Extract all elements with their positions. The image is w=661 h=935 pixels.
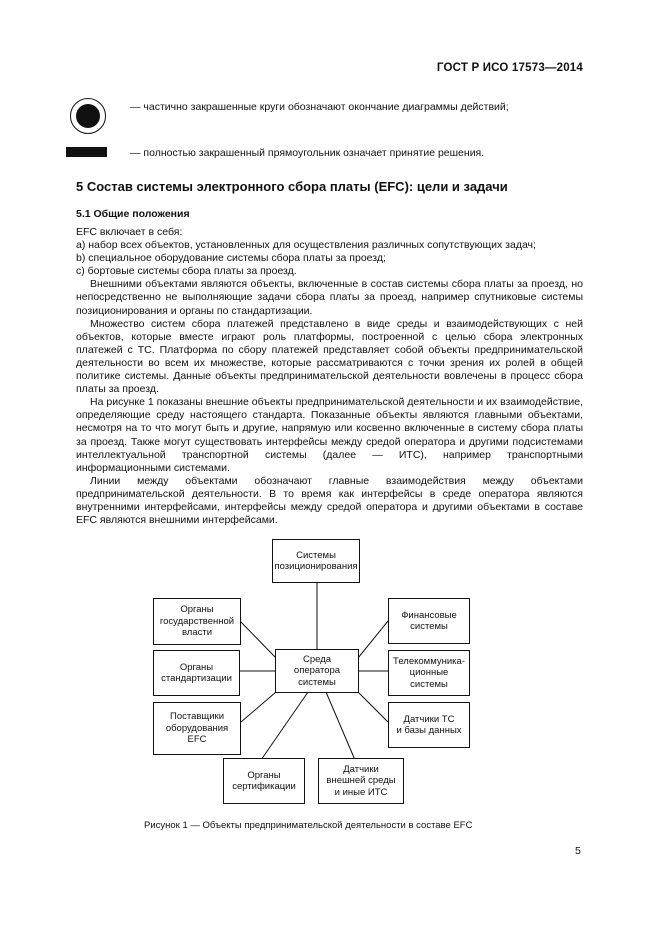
list-item-c: c) бортовые системы сбора платы за проезд. [76,265,297,278]
paragraph: Линии между объектами обозначают главные взаимодействия между объектами предпринимательской деятельности. В то время как интерфейсы в среде оператора являются внутренними интерфейсами, интерфейсы между средой оператора и другими объектами в составе EFC являются внешними интерфейсами. [76,474,583,527]
node-operator-environment: Среда оператора системы [275,649,359,693]
connector-line [241,692,276,722]
legend-text-rectangle: — полностью закрашенный прямоугольник означает принятие решения. [130,147,485,159]
document-header: ГОСТ Р ИСО 17573—2014 [436,62,583,74]
list-item-a: a) набор всех объектов, установленных для осуществления различных сопутствующих задач; [76,239,536,252]
connector-line [358,621,388,658]
paragraph: На рисунке 1 показаны внешние объекты предпринимательской деятельности и их взаимодействие, определяющие среду настоящего стандарта. Показанные объекты являются главными объектами, несмотря на то что могут быть и другие, напрямую или косвенно включенные в систему сбора платы за проезд. Также могут существовать интерфейсы между средой оператора и другими подсистемами интеллектуальной транспортной системы (далее — ИТС), например транспортными информационными системами. [76,396,583,474]
paragraph: Множество систем сбора платежей представлено в виде среды и взаимодействующих с ней объектов, которые вместе играют роль платформы, построенной с целью сбора электронных платежей с ТС. Платформа по сбору платежей представляет собой объекты предпринимательской деятельности во всем их множестве, которые рассматриваются с точки зрения их ролей в общей политике системы. Данные объекты предпринимательской деятельности вовлечены в процесс сбора платы за проезд. [76,317,583,396]
section-title: 5 Состав системы электронного сбора платы (EFC): цели и задачи [76,179,508,194]
node-environment-sensors: Датчики внешней среды и иные ИТС [318,758,404,804]
node-standardization-bodies: Органы стандартизации [153,650,240,696]
node-government-bodies: Органы государственной власти [153,598,241,645]
connector-line [240,621,276,658]
node-telecom-systems: Телекоммуника- ционные системы [388,650,470,696]
list-intro: EFC включает в себя: [76,226,183,238]
node-vehicle-sensors: Датчики ТС и базы данных [388,702,470,748]
legend-text-circle: — частично закрашенные круги обозначают окончание диаграммы действий; [130,101,509,113]
list-item-b: b) специальное оборудование системы сбора платы за проезд; [76,252,386,265]
node-financial-systems: Финансовые системы [388,598,470,644]
connector-line [261,692,308,760]
subsection-title: 5.1 Общие положения [76,208,190,220]
figure-caption: Рисунок 1 — Объекты предпринимательской деятельности в составе EFC [144,820,473,831]
node-certification-bodies: Органы сертификации [223,758,305,804]
node-positioning-systems: Системы позиционирования [272,539,360,583]
paragraph: Внешними объектами являются объекты, включенные в состав системы сбора платы за проезд, но непосредственно не выполняющие задачи сбора платы за проезд, например спутниковые системы позиционирования и органы по стандартизации. [76,278,583,317]
connector-line [326,692,355,760]
node-efc-equipment-suppliers: Поставщики оборудования EFC [153,702,241,755]
connector-line [358,692,388,722]
page-number: 5 [575,845,581,857]
